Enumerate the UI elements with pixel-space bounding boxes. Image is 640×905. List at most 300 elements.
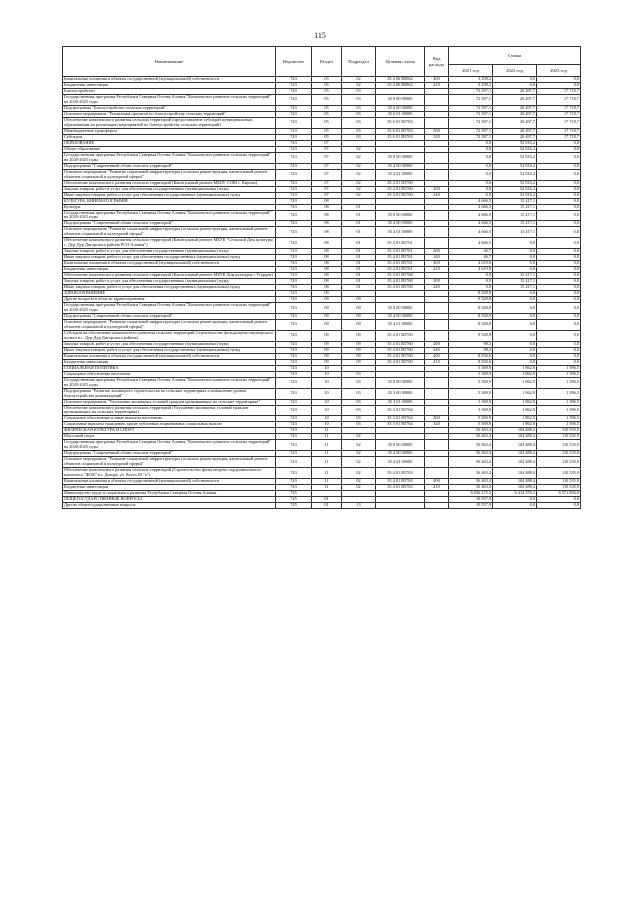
cell-name: Закупка товаров, работ и услуг для обеспечения государственных (муниципальных) нужд: [63, 249, 276, 255]
cell-podrazdel: 03: [342, 422, 376, 428]
cell-2023: 0,0: [537, 285, 581, 291]
cell-2022: 0,0: [493, 341, 537, 347]
table-row: [63, 503, 581, 509]
cell-razdel: 07: [312, 180, 342, 186]
cell-ved: 743: [276, 428, 312, 434]
cell-target-article: 35 4 00 00000: [376, 163, 425, 169]
cell-podrazdel: 03: [342, 405, 376, 416]
cell-expense-type: 200: [425, 341, 449, 347]
cell-podrazdel: 03: [342, 117, 376, 128]
cell-podrazdel: 03: [342, 89, 376, 95]
col-header-2021: 2021 год: [449, 65, 493, 77]
cell-name: Подпрограмма "Современный облик сельских территорий": [63, 163, 276, 169]
cell-2023: 110 535,9: [537, 451, 581, 457]
cell-name: Социальное обеспечение и иные выплаты населению: [63, 416, 276, 422]
cell-name: Основное мероприятие "Развитие социальной инфраструктуры (сельских реконструкция, капитальный ремонт объектов социальной и культурной сферы)": [63, 169, 276, 180]
cell-target-article: 35 0 00 00000: [376, 303, 425, 314]
cell-2022: 0,0: [493, 359, 537, 365]
cell-ved: 743: [276, 267, 312, 273]
cell-2022: 15 417,1: [493, 210, 537, 221]
cell-podrazdel: 09: [342, 359, 376, 365]
table-row: [63, 303, 581, 314]
cell-2021: 0,0: [449, 152, 493, 163]
cell-2021: 5 369,9: [449, 399, 493, 405]
cell-2023: 0,0: [537, 77, 581, 83]
cell-razdel: 09: [312, 341, 342, 347]
cell-2023: 0,0: [537, 180, 581, 186]
cell-2023: 0,0: [537, 227, 581, 238]
cell-ved: 743: [276, 291, 312, 297]
cell-podrazdel: 03: [342, 128, 376, 134]
cell-razdel: 08: [312, 285, 342, 291]
cell-2021: 4 666,5: [449, 227, 493, 238]
cell-podrazdel: 02: [342, 434, 376, 440]
cell-podrazdel: 02: [342, 180, 376, 186]
cell-podrazdel: 09: [342, 341, 376, 347]
cell-2022: 104 488,4: [493, 451, 537, 457]
cell-2021: 0,0: [449, 180, 493, 186]
cell-name: Подпрограмма "Современный облик сельских территорий": [63, 221, 276, 227]
cell-2023: 0,0: [537, 198, 581, 204]
cell-ved: 743: [276, 297, 312, 303]
cell-razdel: 05: [312, 83, 342, 89]
cell-razdel: 11: [312, 468, 342, 479]
cell-ved: 743: [276, 365, 312, 371]
cell-expense-type: [425, 152, 449, 163]
cell-name: Основное мероприятие "Реализация проектов по благоустройству сельских территорий": [63, 111, 276, 117]
cell-target-article: 35 0 00 00000: [376, 210, 425, 221]
cell-podrazdel: 02: [342, 186, 376, 192]
cell-ved: 743: [276, 416, 312, 422]
cell-2022: 1 862,9: [493, 405, 537, 416]
cell-2022: 20 497,7: [493, 89, 537, 95]
cell-2022: 0,0: [493, 297, 537, 303]
table-row: [63, 227, 581, 238]
cell-razdel: 05: [312, 117, 342, 128]
cell-name: Закупка товаров, работ и услуг для обеспечения государственных (муниципальных) нужд: [63, 341, 276, 347]
cell-2022: 0,0: [493, 291, 537, 297]
cell-ved: 743: [276, 111, 312, 117]
cell-ved: 743: [276, 273, 312, 279]
cell-ved: 743: [276, 186, 312, 192]
cell-2021: 8 928,8: [449, 314, 493, 320]
cell-2023: 110 535,9: [537, 440, 581, 451]
cell-target-article: 35 4 00 00000: [376, 451, 425, 457]
cell-2022: 15 417,1: [493, 227, 537, 238]
cell-2022: 0,0: [493, 255, 537, 261]
cell-target-article: 35 3 01 00000: [376, 399, 425, 405]
cell-ved: 743: [276, 422, 312, 428]
cell-ved: 743: [276, 152, 312, 163]
cell-2023: 17 718,7: [537, 117, 581, 128]
cell-ved: 743: [276, 83, 312, 89]
cell-expense-type: [425, 95, 449, 106]
cell-podrazdel: 01: [342, 204, 376, 210]
cell-razdel: 10: [312, 388, 342, 399]
cell-name: Государственная программа Республики Северная Осетия-Алания "Комплексное развитие сельских территорий" на 2020-2025 годы: [63, 210, 276, 221]
cell-expense-type: [425, 457, 449, 468]
table-row: [63, 377, 581, 388]
cell-target-article: 35 4 00 00000: [376, 221, 425, 227]
cell-name: Обеспечение комплексного развития сельских территорий (Капитальный ремонт МБОУ СОШ с. Кирово): [63, 180, 276, 186]
cell-name: Закупка товаров, работ и услуг для обеспечения государственных (муниципальных) нужд: [63, 279, 276, 285]
cell-razdel: 09: [312, 347, 342, 353]
cell-2022: 15 417,1: [493, 285, 537, 291]
cell-target-article: 35 3 01 R5764: [376, 405, 425, 416]
cell-ved: 743: [276, 117, 312, 128]
cell-razdel: 10: [312, 416, 342, 422]
cell-name: Иные закупки товаров, работ и услуг для обеспечения государственных (муниципальных) нужд: [63, 347, 276, 353]
cell-expense-type: 400: [425, 77, 449, 83]
cell-2023: 0,0: [537, 169, 581, 180]
cell-target-article: 35 4 01 R5760: [376, 180, 425, 186]
cell-target-article: 35 4 06 R0862: [376, 77, 425, 83]
cell-2021: 0,0: [449, 146, 493, 152]
cell-razdel: 08: [312, 227, 342, 238]
cell-2021: 3 298,2: [449, 83, 493, 89]
cell-ved: 743: [276, 371, 312, 377]
cell-2023: 1 396,5: [537, 405, 581, 416]
cell-podrazdel: 02: [342, 440, 376, 451]
cell-name: Благоустройство: [63, 89, 276, 95]
cell-name: Субсидии: [63, 134, 276, 140]
cell-2022: 0,0: [493, 320, 537, 331]
cell-2022: 15 417,1: [493, 221, 537, 227]
cell-ved: 743: [276, 249, 312, 255]
cell-expense-type: 400: [425, 479, 449, 485]
cell-name: Государственная программа Республики Северная Осетия-Алания "Комплексное развитие сельских территорий" на 2020-2025 годы: [63, 95, 276, 106]
cell-target-article: 35 4 01 R5763: [376, 485, 425, 491]
cell-2023: 0,0: [537, 497, 581, 503]
cell-2022: 0,0: [493, 497, 537, 503]
cell-2022: 20 497,7: [493, 111, 537, 117]
cell-expense-type: 200: [425, 279, 449, 285]
cell-expense-type: 200: [425, 249, 449, 255]
cell-name: Закупка товаров, работ и услуг для обеспечения государственных (муниципальных) нужд: [63, 186, 276, 192]
cell-name: Обеспечение комплексного развития сельских территорий (Улучшение жилищных условий граждан проживающих на сельских территориях): [63, 405, 276, 416]
cell-podrazdel: 02: [342, 77, 376, 83]
cell-2023: 110 535,9: [537, 485, 581, 491]
cell-2023: 110 535,9: [537, 468, 581, 479]
cell-2023: 0,0: [537, 186, 581, 192]
cell-target-article: 35 4 01 R5760: [376, 347, 425, 353]
cell-2022: 0,0: [493, 261, 537, 267]
cell-name: ЗДРАВООХРАНЕНИЕ: [63, 291, 276, 297]
cell-2021: 0,0: [449, 279, 493, 285]
cell-ved: 743: [276, 77, 312, 83]
cell-ved: 743: [276, 255, 312, 261]
cell-expense-type: [425, 227, 449, 238]
cell-expense-type: [425, 468, 449, 479]
cell-podrazdel: 09: [342, 330, 376, 341]
cell-target-article: 35 4 01 R5768: [376, 273, 425, 279]
cell-razdel: 10: [312, 422, 342, 428]
cell-target-article: 35 4 01 R5761: [376, 267, 425, 273]
cell-razdel: 08: [312, 221, 342, 227]
cell-ved: 743: [276, 140, 312, 146]
cell-2021: 10 557,9: [449, 503, 493, 509]
cell-razdel: 09: [312, 359, 342, 365]
cell-podrazdel: 02: [342, 152, 376, 163]
cell-target-article: 35 6 01 00000: [376, 111, 425, 117]
cell-2023: 0,0: [537, 330, 581, 341]
cell-expense-type: [425, 330, 449, 341]
cell-2021: 5 369,9: [449, 371, 493, 377]
cell-expense-type: [425, 303, 449, 314]
cell-2023: 110 535,9: [537, 457, 581, 468]
cell-2023: 1 396,5: [537, 371, 581, 377]
cell-2022: 104 488,4: [493, 434, 537, 440]
cell-podrazdel: 03: [342, 388, 376, 399]
cell-razdel: 11: [312, 428, 342, 434]
cell-2021: 5 369,9: [449, 377, 493, 388]
cell-expense-type: [425, 210, 449, 221]
cell-razdel: 10: [312, 405, 342, 416]
cell-name: Государственная программа Республики Северная Осетия-Алания "Комплексное развитие сельских территорий" на 2020-2025 годы: [63, 377, 276, 388]
cell-ved: 743: [276, 320, 312, 331]
cell-razdel: 07: [312, 140, 342, 146]
cell-2022: 52 816,2: [493, 180, 537, 186]
cell-razdel: 08: [312, 204, 342, 210]
cell-target-article: 35 4 01 R5763: [376, 468, 425, 479]
cell-2022: 52 816,2: [493, 140, 537, 146]
cell-2023: 0,0: [537, 83, 581, 89]
cell-razdel: 05: [312, 134, 342, 140]
col-header-2022: 2022 год: [493, 65, 537, 77]
cell-name: Капитальные вложения в объекты государственной (муниципальной) собственности: [63, 261, 276, 267]
cell-ved: 743: [276, 210, 312, 221]
cell-name: Капитальные вложения в объекты государственной (муниципальной) собственности: [63, 479, 276, 485]
col-header-expense-type: Вид расхода: [425, 47, 449, 77]
cell-podrazdel: 02: [342, 83, 376, 89]
cell-2022: 52 816,2: [493, 152, 537, 163]
col-header-target-article: Целевая статья: [376, 47, 425, 77]
cell-razdel: 05: [312, 111, 342, 117]
cell-target-article: 35 4 01 R5760: [376, 186, 425, 192]
cell-podrazdel: 01: [342, 255, 376, 261]
cell-razdel: 08: [312, 210, 342, 221]
col-header-2023: 2023 год: [537, 65, 581, 77]
cell-2021: 56 463,4: [449, 468, 493, 479]
cell-name: ФИЗИЧЕСКАЯ КУЛЬТУРА И СПОРТ: [63, 428, 276, 434]
cell-name: Бюджетные инвестиции: [63, 359, 276, 365]
cell-razdel: 01: [312, 503, 342, 509]
cell-expense-type: 410: [425, 485, 449, 491]
cell-2022: 0,0: [493, 267, 537, 273]
cell-name: Другие вопросы в области здравоохранения: [63, 297, 276, 303]
cell-2022: 0,0: [493, 503, 537, 509]
cell-ved: 743: [276, 89, 312, 95]
cell-target-article: 35 0 00 00000: [376, 377, 425, 388]
cell-razdel: 08: [312, 255, 342, 261]
cell-expense-type: 500: [425, 128, 449, 134]
cell-2023: 0,0: [537, 255, 581, 261]
cell-razdel: 11: [312, 434, 342, 440]
cell-2021: 4 619,8: [449, 261, 493, 267]
cell-2021: 0,0: [449, 192, 493, 198]
cell-2023: 17 718,7: [537, 89, 581, 95]
cell-2021: 4 666,5: [449, 198, 493, 204]
cell-name: Другие общегосударственные вопросы: [63, 503, 276, 509]
cell-razdel: 07: [312, 163, 342, 169]
cell-ved: 743: [276, 169, 312, 180]
cell-2023: 17 718,7: [537, 111, 581, 117]
cell-ved: 743: [276, 95, 312, 106]
cell-podrazdel: 02: [342, 451, 376, 457]
cell-name: СОЦИАЛЬНАЯ ПОЛИТИКА: [63, 365, 276, 371]
cell-name: Иные закупки товаров, работ и услуг для обеспечения государственных (муниципальных) нужд: [63, 255, 276, 261]
cell-2021: 5 369,9: [449, 388, 493, 399]
cell-podrazdel: 13: [342, 503, 376, 509]
cell-2022: 6 414 376,3: [493, 491, 537, 497]
cell-ved: 743: [276, 279, 312, 285]
cell-2022: 0,0: [493, 303, 537, 314]
cell-razdel: 05: [312, 77, 342, 83]
cell-2022: 104 488,4: [493, 428, 537, 434]
cell-2022: 20 497,7: [493, 95, 537, 106]
cell-razdel: 05: [312, 95, 342, 106]
cell-2022: 0,0: [493, 330, 537, 341]
cell-2023: 1 396,5: [537, 399, 581, 405]
cell-name: ОБРАЗОВАНИЕ: [63, 140, 276, 146]
col-header-razdel: Раздел: [312, 47, 342, 77]
cell-2022: 0,0: [493, 238, 537, 249]
cell-ved: 743: [276, 359, 312, 365]
cell-target-article: 35 4 01 R5760: [376, 341, 425, 347]
cell-razdel: 11: [312, 451, 342, 457]
cell-2021: 0,0: [449, 273, 493, 279]
cell-name: Бюджетные инвестиции: [63, 485, 276, 491]
cell-2023: 0,0: [537, 291, 581, 297]
cell-podrazdel: 03: [342, 399, 376, 405]
cell-expense-type: 410: [425, 83, 449, 89]
cell-name: ОБЩЕГОСУДАРСТВЕННЫЕ ВОПРОСЫ: [63, 497, 276, 503]
cell-target-article: 35 4 01 R5768: [376, 285, 425, 291]
cell-ved: 743: [276, 347, 312, 353]
cell-2023: 0,0: [537, 140, 581, 146]
cell-ved: 743: [276, 440, 312, 451]
cell-2021: 8 928,8: [449, 303, 493, 314]
cell-razdel: 09: [312, 297, 342, 303]
cell-target-article: 35 4 01 00000: [376, 227, 425, 238]
cell-2021: 8 928,8: [449, 320, 493, 331]
cell-name: Социальные выплаты гражданам, кроме публичных нормативных социальных выплат: [63, 422, 276, 428]
cell-2021: 8 928,8: [449, 291, 493, 297]
cell-ved: 743: [276, 105, 312, 111]
cell-2021: 72 397,1: [449, 89, 493, 95]
cell-ved: 743: [276, 303, 312, 314]
cell-name: Государственная программа Республики Северная Осетия-Алания "Комплексное развитие сельских территорий" на 2020-2025 годы: [63, 303, 276, 314]
cell-ved: 743: [276, 227, 312, 238]
cell-razdel: 09: [312, 291, 342, 297]
cell-2021: 4 666,5: [449, 221, 493, 227]
cell-podrazdel: 01: [342, 210, 376, 221]
cell-podrazdel: 02: [342, 169, 376, 180]
cell-razdel: 07: [312, 192, 342, 198]
cell-expense-type: [425, 320, 449, 331]
cell-ved: 743: [276, 341, 312, 347]
cell-2023: 1 396,5: [537, 422, 581, 428]
cell-podrazdel: 09: [342, 320, 376, 331]
cell-2021: 0,0: [449, 169, 493, 180]
cell-razdel: 11: [312, 485, 342, 491]
cell-2023: 0,0: [537, 204, 581, 210]
cell-ved: 743: [276, 314, 312, 320]
cell-2023: 17 718,7: [537, 128, 581, 134]
cell-2023: 0,0: [537, 320, 581, 331]
cell-2021: 4 619,8: [449, 267, 493, 273]
cell-expense-type: 520: [425, 134, 449, 140]
cell-2022: 20 497,7: [493, 117, 537, 128]
cell-2023: 6 571 856,0: [537, 491, 581, 497]
cell-podrazdel: 01: [342, 279, 376, 285]
cell-expense-type: 300: [425, 416, 449, 422]
cell-2023: 110 535,9: [537, 428, 581, 434]
cell-target-article: 35 4 06 R0862: [376, 83, 425, 89]
cell-2023: 0,0: [537, 314, 581, 320]
table-row: [63, 169, 581, 180]
cell-razdel: 09: [312, 314, 342, 320]
cell-expense-type: [425, 117, 449, 128]
cell-target-article: [376, 503, 425, 509]
cell-expense-type: 240: [425, 192, 449, 198]
cell-ved: 745: [276, 491, 312, 497]
cell-2022: 1 862,9: [493, 377, 537, 388]
cell-target-article: 35 3 01 R5764: [376, 422, 425, 428]
cell-expense-type: [425, 405, 449, 416]
cell-ved: 743: [276, 485, 312, 491]
cell-expense-type: 400: [425, 353, 449, 359]
cell-2021: 4 666,5: [449, 238, 493, 249]
cell-expense-type: 240: [425, 285, 449, 291]
cell-razdel: 08: [312, 261, 342, 267]
cell-2021: 0,0: [449, 186, 493, 192]
cell-2021: 46,7: [449, 249, 493, 255]
cell-2022: 0,0: [493, 77, 537, 83]
cell-target-article: 35 4 01 00000: [376, 457, 425, 468]
cell-ved: 743: [276, 192, 312, 198]
cell-name: КУЛЬТУРА, КИНЕМАТОГРАФИЯ: [63, 198, 276, 204]
col-header-name: Наименование: [63, 47, 276, 77]
cell-name: Обеспечение комплексного развития сельских территорий (Строительство физкультурно-оздоровительного комплекса "ФОК" в г. Дигора, ул. Коста 83 "а"): [63, 468, 276, 479]
cell-ved: 743: [276, 163, 312, 169]
cell-ved: 743: [276, 479, 312, 485]
cell-2021: 3 298,2: [449, 77, 493, 83]
cell-ved: 743: [276, 434, 312, 440]
cell-target-article: 35 4 01 R5761: [376, 261, 425, 267]
cell-razdel: 09: [312, 330, 342, 341]
cell-2021: 0,0: [449, 140, 493, 146]
cell-target-article: 35 4 01 00000: [376, 320, 425, 331]
table-row: [63, 210, 581, 221]
cell-2021: 6 656 275,5: [449, 491, 493, 497]
cell-name: Основное мероприятие "Развитие социальной инфраструктуры (сельских реконструкция, капитальный ремонт объектов социальной и культурной сферы)": [63, 227, 276, 238]
cell-2021: 56 463,4: [449, 428, 493, 434]
cell-ved: 743: [276, 128, 312, 134]
cell-2021: 56 463,4: [449, 451, 493, 457]
cell-target-article: 35 4 01 R5761: [376, 238, 425, 249]
cell-2021: 56 463,4: [449, 485, 493, 491]
cell-podrazdel: 01: [342, 267, 376, 273]
cell-target-article: 35 4 01 R5763: [376, 479, 425, 485]
cell-2021: 4 666,5: [449, 210, 493, 221]
cell-2022: 104 488,4: [493, 440, 537, 451]
cell-podrazdel: 09: [342, 303, 376, 314]
cell-expense-type: 410: [425, 267, 449, 273]
cell-2023: 17 718,7: [537, 105, 581, 111]
cell-name: Культура: [63, 204, 276, 210]
cell-2023: 0,0: [537, 210, 581, 221]
